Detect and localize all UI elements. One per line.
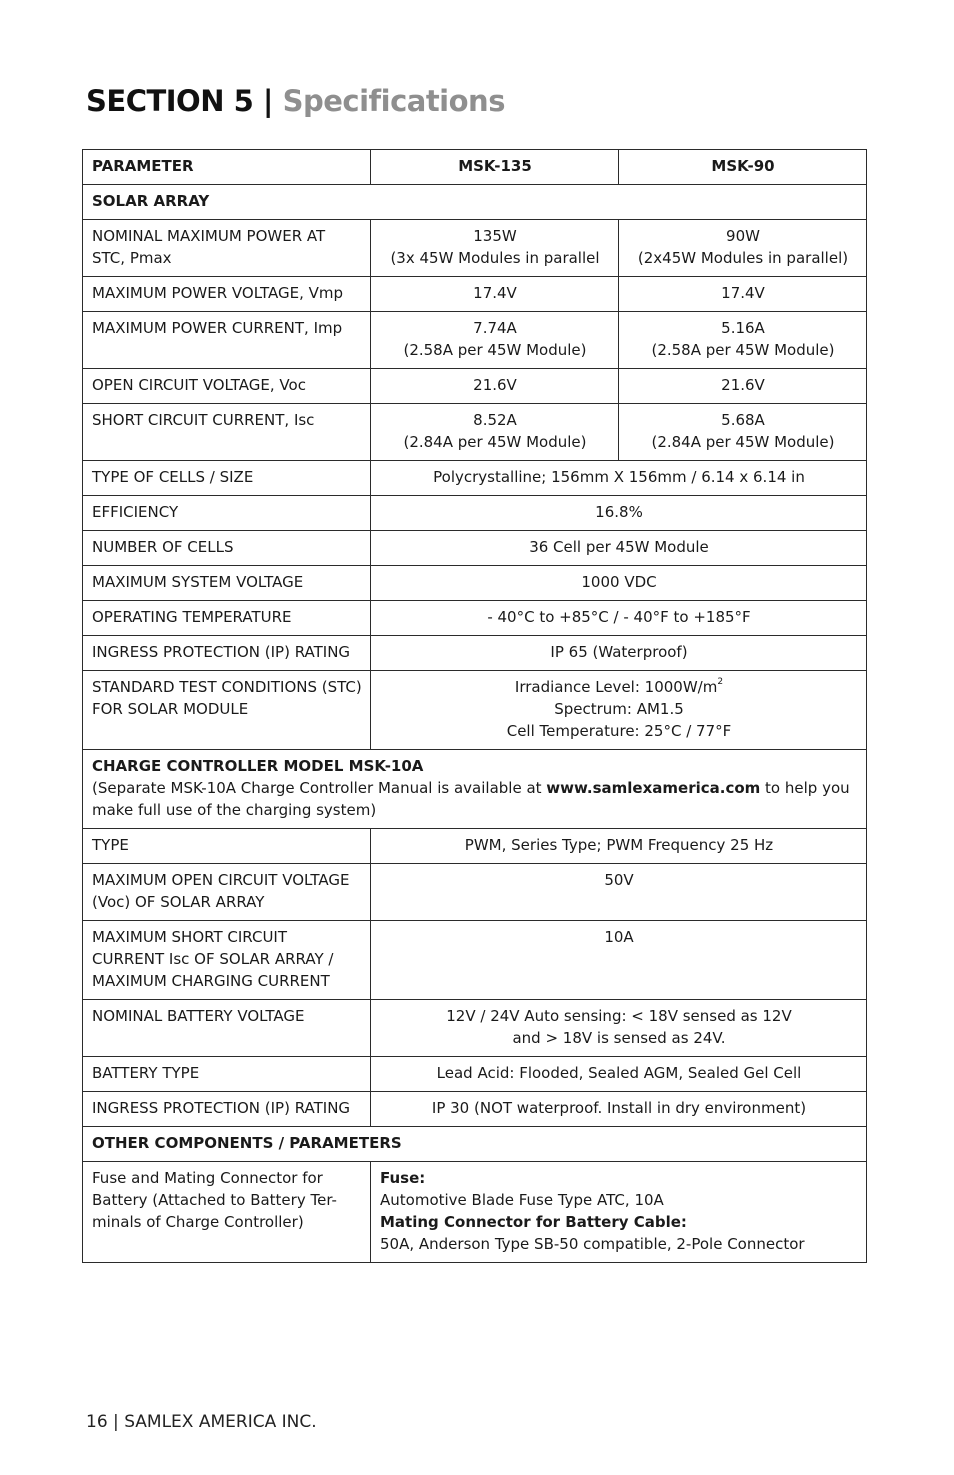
cell-msk-135 [371, 312, 619, 369]
cell-shared-value: 16.8% [371, 496, 867, 531]
charge-controller-heading-cell [83, 750, 867, 829]
cell-msk-90 [619, 312, 867, 369]
fuse-value: Automotive Blade Fuse Type ATC, 10A [380, 1191, 664, 1209]
cell-shared-value: 1000 VDC [371, 566, 867, 601]
stc-irradiance [380, 676, 858, 698]
irradiance-exponent: 2 [717, 677, 724, 687]
cell-note: (2.84A per 45W Module) [403, 433, 587, 451]
table-row [83, 277, 867, 312]
cell-msk-90: 21.6V [619, 369, 867, 404]
cell-note: (2.84A per 45W Module) [651, 433, 835, 451]
section-subtitle: Specifications [282, 84, 505, 118]
header-parameter: PARAMETER [83, 150, 371, 185]
cell-value: 7.74A [473, 319, 517, 337]
row-label: MAXIMUM POWER VOLTAGE, Vmp [83, 277, 371, 312]
table-row [83, 220, 867, 277]
row-label: MAXIMUM POWER CURRENT, Imp [83, 312, 371, 369]
page-footer [86, 1412, 317, 1432]
title-separator: | [262, 84, 273, 118]
company-name: SAMLEX AMERICA INC. [124, 1412, 317, 1432]
row-label: Fuse and Mating Connector for Battery (Attached to Battery Ter-minals of Charge Controller) [83, 1162, 371, 1263]
section-heading-other-components: OTHER COMPONENTS / PARAMETERS [83, 1127, 867, 1162]
cell-note: (2.58A per 45W Module) [403, 341, 587, 359]
battery-voltage-line: 12V / 24V Auto sensing: < 18V sensed as 12V [446, 1007, 792, 1025]
cell-value: 5.68A [721, 411, 765, 429]
cell-msk-90 [619, 220, 867, 277]
table-row [83, 601, 867, 636]
section-row-other-components [83, 1127, 867, 1162]
manual-note-text: (Separate MSK-10A Charge Controller Manual is available at [92, 779, 547, 797]
section-number: SECTION 5 [86, 84, 254, 118]
row-label: MAXIMUM SHORT CIRCUIT CURRENT Isc OF SOLAR ARRAY / MAXIMUM CHARGING CURRENT [83, 921, 371, 1000]
table-row [83, 1092, 867, 1127]
cell-value: 90W [726, 227, 760, 245]
irradiance-text: Irradiance Level: 1000W/m [514, 678, 718, 696]
table-row [83, 864, 867, 921]
cell-note: (2.58A per 45W Module) [651, 341, 835, 359]
row-label: NOMINAL MAXIMUM POWER AT STC, Pmax [83, 220, 371, 277]
table-row [83, 1057, 867, 1092]
section-heading-charge-controller: CHARGE CONTROLLER MODEL MSK-10A [92, 757, 424, 775]
cell-value: 8.52A [473, 411, 517, 429]
row-label: TYPE OF CELLS / SIZE [83, 461, 371, 496]
table-row [83, 531, 867, 566]
row-label: NOMINAL BATTERY VOLTAGE [83, 1000, 371, 1057]
specifications-table [82, 149, 867, 1263]
table-row [83, 369, 867, 404]
section-row-charge-controller [83, 750, 867, 829]
cell-msk-90 [619, 404, 867, 461]
row-label: SHORT CIRCUIT CURRENT, Isc [83, 404, 371, 461]
table-row [83, 1000, 867, 1057]
table-row [83, 636, 867, 671]
cell-msk-135 [371, 404, 619, 461]
page-title [86, 84, 505, 118]
table-row [83, 461, 867, 496]
table-row [83, 566, 867, 601]
table-row [83, 404, 867, 461]
row-label: OPERATING TEMPERATURE [83, 601, 371, 636]
row-label: BATTERY TYPE [83, 1057, 371, 1092]
header-msk-90: MSK-90 [619, 150, 867, 185]
website-link[interactable]: www.samlexamerica.com [546, 779, 761, 797]
section-heading-solar-array: SOLAR ARRAY [83, 185, 867, 220]
battery-voltage-line: and > 18V is sensed as 24V. [512, 1029, 726, 1047]
cell-shared-value: 10A [371, 921, 867, 1000]
cell-shared-value: IP 65 (Waterproof) [371, 636, 867, 671]
row-label: INGRESS PROTECTION (IP) RATING [83, 1092, 371, 1127]
table-row [83, 496, 867, 531]
row-label: NUMBER OF CELLS [83, 531, 371, 566]
connector-value: 50A, Anderson Type SB-50 compatible, 2-Pole Connector [380, 1235, 805, 1253]
table-header-row [83, 150, 867, 185]
table-row [83, 1162, 867, 1263]
cell-value: 5.16A [721, 319, 765, 337]
stc-cell-temperature: Cell Temperature: 25°C / 77°F [506, 722, 732, 740]
cell-shared-value: Polycrystalline; 156mm X 156mm / 6.14 x 6.14 in [371, 461, 867, 496]
cell-shared-value: 36 Cell per 45W Module [371, 531, 867, 566]
cell-shared-value: Lead Acid: Flooded, Sealed AGM, Sealed Gel Cell [371, 1057, 867, 1092]
stc-spectrum: Spectrum: AM1.5 [554, 700, 684, 718]
section-row-solar-array [83, 185, 867, 220]
cell-shared-value: PWM, Series Type; PWM Frequency 25 Hz [371, 829, 867, 864]
fuse-heading: Fuse: [380, 1169, 426, 1187]
connector-heading: Mating Connector for Battery Cable: [380, 1213, 687, 1231]
cell-shared-value [371, 1162, 867, 1263]
row-label: MAXIMUM OPEN CIRCUIT VOLTAGE (Voc) OF SOLAR ARRAY [83, 864, 371, 921]
page-number: 16 [86, 1412, 108, 1432]
row-label: INGRESS PROTECTION (IP) RATING [83, 636, 371, 671]
row-label: EFFICIENCY [83, 496, 371, 531]
row-label: MAXIMUM SYSTEM VOLTAGE [83, 566, 371, 601]
table-row [83, 671, 867, 750]
cell-msk-135: 21.6V [371, 369, 619, 404]
row-label: STANDARD TEST CONDITIONS (STC) FOR SOLAR MODULE [83, 671, 371, 750]
cell-msk-135 [371, 220, 619, 277]
header-msk-135: MSK-135 [371, 150, 619, 185]
manual-note-text: to help you make full use of the charging system) [92, 779, 850, 819]
row-label: TYPE [83, 829, 371, 864]
table-row [83, 312, 867, 369]
cell-msk-90: 17.4V [619, 277, 867, 312]
cell-shared-value: IP 30 (NOT waterproof. Install in dry environment) [371, 1092, 867, 1127]
cell-note: (3x 45W Modules in parallel [390, 249, 600, 267]
footer-separator: | [113, 1412, 119, 1432]
row-label: OPEN CIRCUIT VOLTAGE, Voc [83, 369, 371, 404]
cell-shared-value: 50V [371, 864, 867, 921]
table-row [83, 829, 867, 864]
cell-shared-value [371, 671, 867, 750]
table-row [83, 921, 867, 1000]
cell-value: 135W [473, 227, 517, 245]
cell-note: (2x45W Modules in parallel) [637, 249, 849, 267]
cell-shared-value [371, 1000, 867, 1057]
cell-shared-value: - 40°C to +85°C / - 40°F to +185°F [371, 601, 867, 636]
cell-msk-135: 17.4V [371, 277, 619, 312]
